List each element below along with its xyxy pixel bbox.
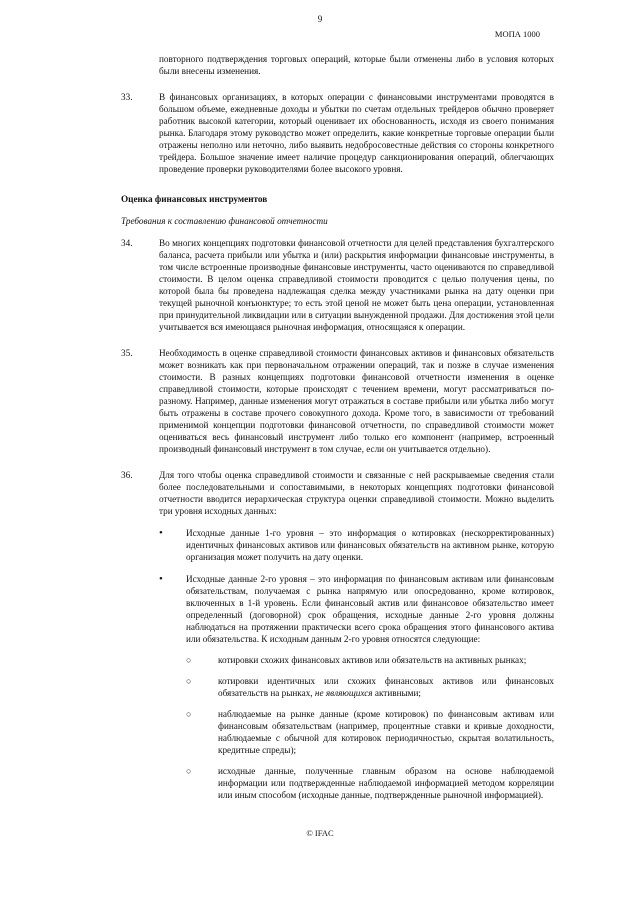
bullet-text: Исходные данные 1-го уровня – это информация о котировках (нескорректированных) идентичных финансовых активов или финансовых обязательств на активном рынке, которую организация может получить на дату оценки. [186,528,554,562]
sub-bullet-mark: ○ [186,676,192,686]
sub-bullet-text: исходные данные, полученные главным образом на основе наблюдаемой информации или подтвержденные наблюдаемой информацией методом корреляции или иным способом (исходные данные, подтвержденные рыночной информацией). [218,766,554,800]
bullet-mark: • [159,527,163,539]
paragraph-text: Во многих концепциях подготовки финансовой отчетности для целей представления бухгалтерского баланса, расчета прибыли или убытка и (или) раскрытия информации финансовые инструменты, в том числе встроенные производные финансовые инструменты, часто оцениваются по справедливой стоимости. В целом оценка справедливой стоимости проводится с целью получения цены, по которой была бы проведена надлежащая сделка между участниками рынка на дату оценки при текущей рыночной конъюнктуре; то есть этой ценой не может быть цена операции, установленная при принудительной ликвидации или в ситуации вынужденной продажи. Для достижения этой цели учитывается вся имеющаяся рыночная информация, относящаяся к операции. [159,238,554,332]
sub-bullet-mark: ○ [186,655,192,665]
sub-bullet-mark: ○ [186,709,192,719]
section-subheading: Требования к составлению финансовой отчетности [121,216,328,226]
sub-bullet-corroborated-data [186,765,554,801]
paragraph-number: 33. [121,92,133,102]
footer-copyright: © IFAC [306,828,334,838]
section-heading: Оценка финансовых инструментов [121,194,268,204]
sub-bullet-similar-quotes [186,654,554,666]
sub-bullet-inactive-markets [186,675,554,699]
page-number: 9 [317,14,323,24]
text-after: активными; [372,688,421,698]
sub-bullet-text: наблюдаемые на рынке данные (кроме котировок) по финансовым активам или финансовым обязательствам (например, процентные ставки и кривые доходности, наблюдаемые с обычной для котировок периодичностью, скрытая волатильность, кредитные спреды); [218,709,554,755]
paragraph-text: В финансовых организациях, в которых операции с финансовыми инструментами проводятся в большом объеме, ежедневные доходы и убытки по счетам отдельных трейдеров обычно проверяет работник высокой категории, который оценивает их обоснованность, исходя из своего понимания рынка. Благодаря этому руководство может определить, какие конкретные торговые операции были отражены неполно или неточно, либо выявить недобросовестные действия со стороны конкретного трейдера. Большое значение имеет наличие процедур санкционирования операций, облегчающих проведение проверки руководителями более высокого уровня. [159,92,554,174]
sub-bullet-mark: ○ [186,766,192,776]
sub-bullet-text: котировки схожих финансовых активов или обязательств на активных рынках; [218,655,527,665]
document-code: МОПА 1000 [494,29,540,39]
italic-emphasis: не являющихся [314,688,373,698]
paragraph-number: 36. [121,470,133,480]
paragraph-34 [121,237,554,333]
paragraph-number: 35. [121,348,133,358]
intro-continuation: повторного подтверждения торговых операций, которые были отменены либо в условия которых были внесены изменения. [159,54,554,76]
text-before: котировки идентичных или схожих финансовых активов или финансовых обязательств на рынках, [218,676,554,698]
bullet-text: Исходные данные 2-го уровня – это информация по финансовым активам или финансовым обязательствам, получаемая с рынка напрямую или опосредованно, кроме котировок, включенных в 1-й уровень. Если финансовый актив или финансовое обязательство имеет определенный (договорной) срок обращения, исходные данные 2-го уровня должны наблюдаться на протяжении практически всего срока обращения этого финансового актива или обязательства. К исходным данным 2-го уровня относятся следующие: [186,574,554,644]
sub-bullet-text [218,675,554,699]
paragraph-text: Необходимость в оценке справедливой стоимости финансовых активов и финансовых обязательств может возникать как при первоначальном отражении операций, так и позже в случае изменения стоимости. В разных концепциях подготовки финансовой отчетности изменения в оценке справедливой стоимости, которые происходят с течением времени, могут рассматриваться по-разному. Например, данные изменения могут отражаться в составе прибыли или убытка либо могут быть отражены в составе прочего совокупного дохода. Кроме того, в зависимости от требований применимой концепции подготовки финансовой отчетности, по справедливой стоимости может оцениваться весь финансовый инструмент либо только его компонент (например, встроенный производный финансовый инструмент в том случае, если он учитывается отдельно). [159,348,554,454]
bullet-level-1 [159,527,554,563]
paragraph-33 [121,91,554,175]
paragraph-36 [121,469,554,517]
sub-bullet-observable-data [186,708,554,756]
paragraph-number: 34. [121,238,133,248]
page-content [121,53,554,801]
bullet-level-2 [159,573,554,645]
bullet-mark: • [159,573,163,585]
paragraph-35 [121,347,554,455]
paragraph-text: Для того чтобы оценка справедливой стоимости и связанные с ней раскрываемые сведения стали более последовательными и сопоставимыми, в некоторых концепциях подготовки финансовой отчетности вводится иерархическая структура оценки справедливой стоимости. Можно выделить три уровня исходных данных: [159,470,554,516]
